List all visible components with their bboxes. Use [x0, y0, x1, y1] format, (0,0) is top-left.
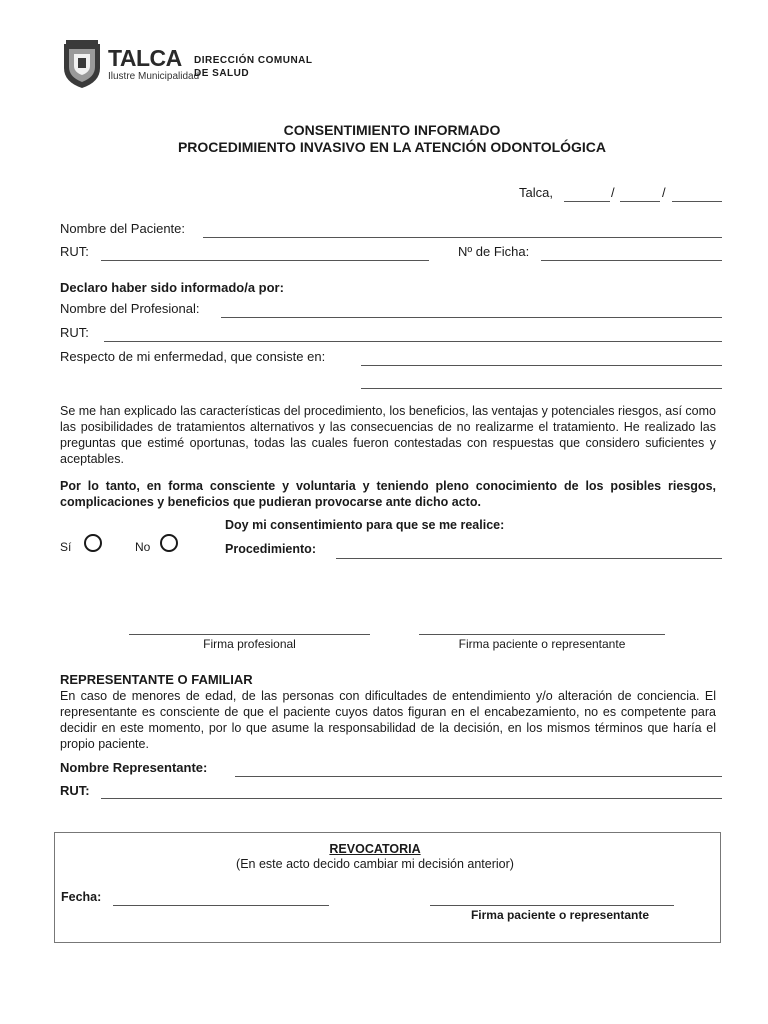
patient-signature-line — [419, 634, 665, 635]
department-line-2: DE SALUD — [194, 68, 250, 79]
date-year-field[interactable] — [672, 187, 722, 202]
revocation-signature-line — [430, 905, 674, 906]
professional-rut-field[interactable] — [104, 327, 722, 342]
municipal-logo — [60, 38, 200, 90]
representative-rut-field[interactable] — [101, 784, 722, 799]
procedure-label: Procedimiento: — [225, 542, 316, 556]
revocation-title: REVOCATORIA — [329, 842, 421, 856]
patient-rut-field[interactable] — [101, 246, 429, 261]
illness-field-1[interactable] — [361, 351, 722, 366]
professional-name-label: Nombre del Profesional: — [60, 301, 200, 316]
ficha-field[interactable] — [541, 246, 722, 261]
date-label: Talca, — [519, 185, 553, 200]
illness-label: Respecto de mi enfermedad, que consiste en: — [60, 349, 326, 364]
patient-name-label: Nombre del Paciente: — [60, 221, 186, 236]
date-day-field[interactable] — [564, 187, 610, 202]
date-separator-1: / — [611, 185, 615, 200]
yes-radio[interactable] — [84, 534, 102, 552]
department-line-1: DIRECCIÓN COMUNAL — [194, 55, 313, 66]
city-crest-icon — [60, 38, 104, 90]
patient-name-field[interactable] — [203, 223, 722, 238]
illness-field-2[interactable] — [361, 374, 722, 389]
form-title: CONSENTIMIENTO INFORMADO — [283, 122, 501, 138]
representative-name-label: Nombre Representante: — [60, 760, 208, 775]
date-month-field[interactable] — [620, 187, 660, 202]
revocation-date-label: Fecha: — [61, 890, 102, 904]
consent-statement: Doy mi consentimiento para que se me realice: — [225, 518, 505, 532]
logo-subtitle: Ilustre Municipalidad — [108, 71, 200, 82]
revocation-signature-label: Firma paciente o representante — [470, 908, 650, 922]
professional-signature-line — [129, 634, 370, 635]
representative-rut-label: RUT: — [60, 783, 90, 798]
no-radio[interactable] — [160, 534, 178, 552]
professional-rut-label: RUT: — [60, 325, 89, 340]
representative-paragraph: En caso de menores de edad, de las personas con dificultades de entendimiento y/o alteración de conciencia. El representante es consciente de que el paciente cuyos datos figuran en el encabezamiento, no es competente para decidir en este momento, por lo que asume la responsabilidad de la decisión, en los mismos términos que haría el propio paciente. — [60, 689, 716, 751]
ficha-label: Nº de Ficha: — [458, 244, 530, 259]
patient-signature-label: Firma paciente o representante — [458, 637, 626, 651]
representative-heading: REPRESENTANTE O FAMILIAR — [60, 672, 253, 687]
informed-by-heading: Declaro haber sido informado/a por: — [60, 280, 284, 295]
representative-name-field[interactable] — [235, 762, 722, 777]
logo-text: TALCA — [108, 45, 182, 71]
explanation-paragraph: Se me han explicado las características del procedimiento, los beneficios, las ventajas y potenciales riesgos, así como las posibilidades de tratamientos alternativos y las consecuencias de no realizarme el tratamiento. He realizado las preguntas que estimé oportunas, todas las cuales fueron contestadas con respuestas que considero suficientes y aceptables. — [60, 404, 716, 466]
yes-label: Sí — [60, 540, 72, 554]
revocation-box — [54, 832, 721, 943]
no-label: No — [135, 540, 151, 554]
professional-name-field[interactable] — [221, 303, 722, 318]
revocation-subtitle: (En este acto decido cambiar mi decisión anterior) — [236, 857, 514, 871]
professional-signature-label: Firma profesional — [203, 637, 296, 651]
revocation-date-field[interactable] — [113, 891, 329, 906]
form-subtitle: PROCEDIMIENTO INVASIVO EN LA ATENCIÓN ODONTOLÓGICA — [177, 139, 607, 155]
date-separator-2: / — [662, 185, 666, 200]
procedure-field[interactable] — [336, 544, 722, 559]
patient-rut-label: RUT: — [60, 244, 89, 259]
declaration-paragraph: Por lo tanto, en forma consciente y voluntaria y teniendo pleno conocimiento de los posibles riesgos, complicaciones y beneficios que pudieran provocarse ante dicho acto. — [60, 479, 716, 509]
